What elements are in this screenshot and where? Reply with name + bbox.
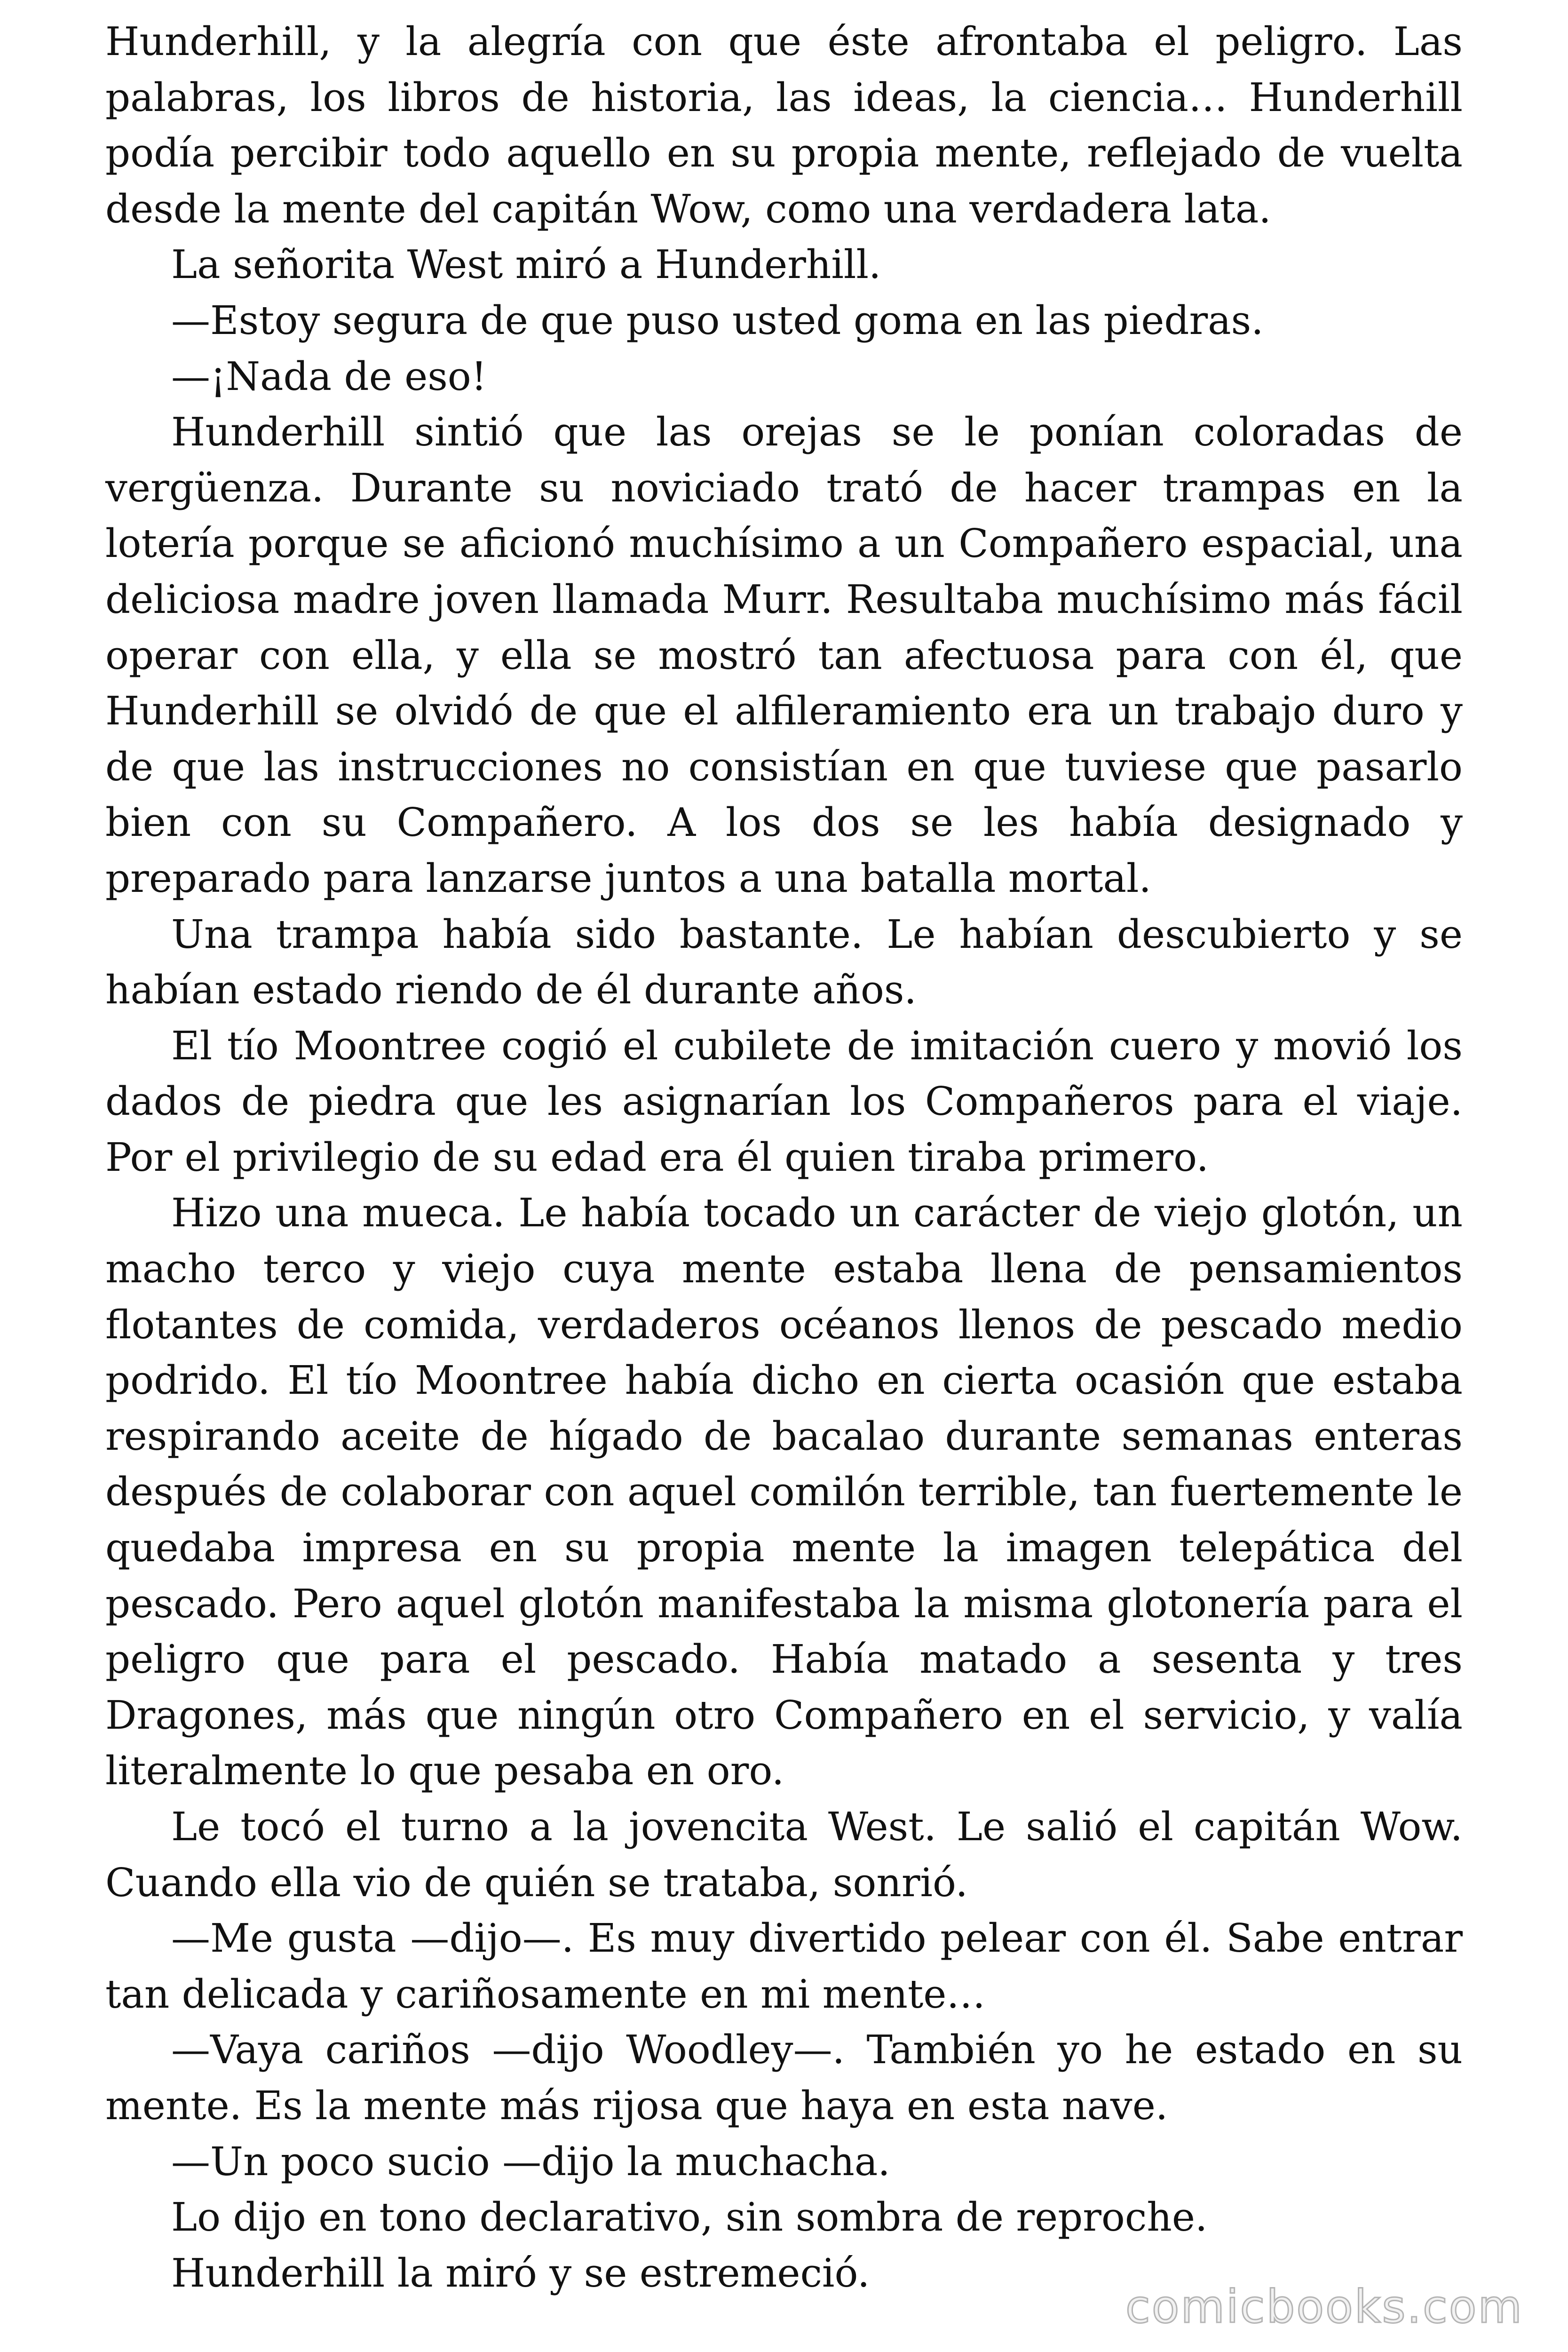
paragraph-11: —Vaya cariños —dijo Woodley—. También yo he estado en su mente. Es la mente más rijosa que haya en esta nave. xyxy=(105,2027,1463,2129)
paragraph-7: El tío Moontree cogió el cubilete de imitación cuero y movió los dados de piedra que les asignarían los Compañeros para el viaje. Por el privilegio de su edad era él quien tiraba primero. xyxy=(105,1023,1463,1180)
paragraph-5: Hunderhill sintió que las orejas se le ponían coloradas de vergüenza. Durante su noviciado trató de hacer trampas en la lotería porque se aficionó muchísimo a un Compañero espacial, una deliciosa madre joven llamada Murr. Resultaba muchísimo más fácil operar con ella, y ella se mostró tan afectuosa para con él, que Hunderhill se olvidó de que el alfileramiento era un trabajo duro y de que las instrucciones no consistían en que tuviese que pasarlo bien con su Compañero. A los dos se les había designado y preparado para lanzarse juntos a una batalla mortal. xyxy=(105,409,1463,901)
paragraph-1: Hunderhill, y la alegría con que éste afrontaba el peligro. Las palabras, los libros de historia, las ideas, la ciencia… Hunderhill podía percibir todo aquello en su propia mente, reflejado de vuelta desde la mente del capitán Wow, como una verdadera lata. xyxy=(105,19,1463,232)
paragraph-3: —Estoy segura de que puso usted goma en las piedras. xyxy=(171,297,1264,343)
watermark: comicbooks.com xyxy=(1125,2280,1523,2333)
paragraph-13: Lo dijo en tono declarativo, sin sombra de reproche. xyxy=(171,2194,1208,2241)
paragraph-10: —Me gusta —dijo—. Es muy divertido pelear con él. Sabe entrar tan delicada y cariñosamente en mi mente… xyxy=(105,1915,1463,2017)
paragraph-9: Le tocó el turno a la jovencita West. Le salió el capitán Wow. Cuando ella vio de quién se trataba, sonrió. xyxy=(105,1804,1463,1906)
paragraph-6: Una trampa había sido bastante. Le habían descubierto y se habían estado riendo de él durante años. xyxy=(105,911,1463,1013)
paragraph-2: La señorita West miró a Hunderhill. xyxy=(171,242,881,288)
paragraph-8: Hizo una mueca. Le había tocado un carácter de viejo glotón, un macho terco y viejo cuya mente estaba llena de pensamientos flotantes de comida, verdaderos océanos llenos de pescado medio podrido. El tío Moontree había dicho en cierta ocasión que estaba respirando aceite de hígado de bacalao durante semanas enteras después de colaborar con aquel comilón terrible, tan fuertemente le quedaba impresa en su propia mente la imagen telepática del pescado. Pero aquel glotón manifestaba la misma glotonería para el peligro que para el pescado. Había matado a sesenta y tres Dragones, más que ningún otro Compañero en el servicio, y valía literalmente lo que pesaba en oro. xyxy=(105,1190,1463,1794)
body-text xyxy=(105,14,1463,2301)
paragraph-12: —Un poco sucio —dijo la muchacha. xyxy=(171,2138,890,2185)
paragraph-14: Hunderhill la miró y se estremeció. xyxy=(171,2250,870,2296)
paragraph-4: —¡Nada de eso! xyxy=(171,353,487,399)
